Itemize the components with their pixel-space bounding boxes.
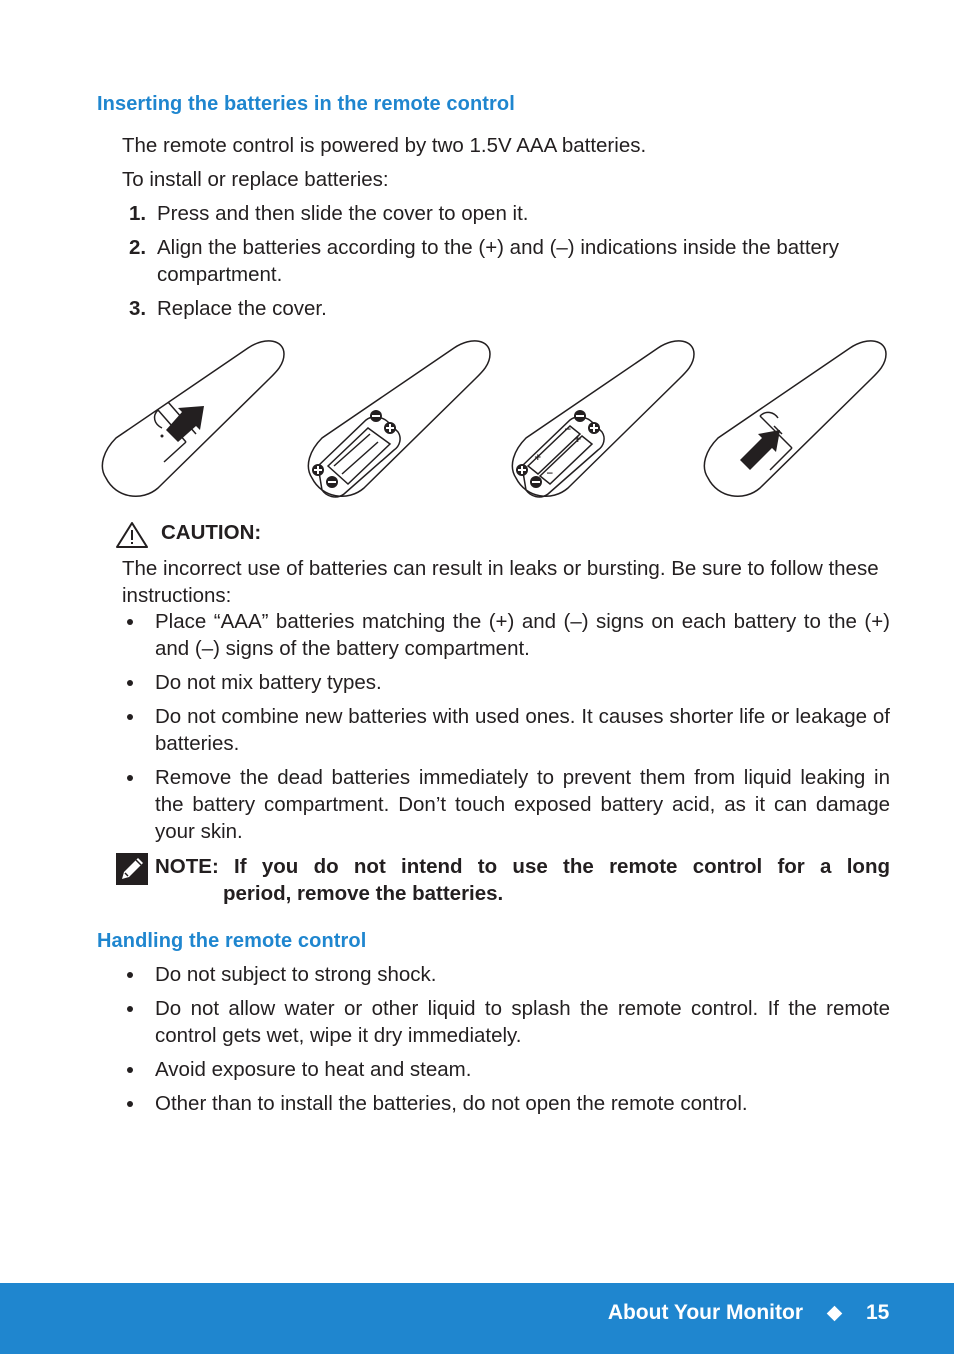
step-number: 3.	[129, 297, 147, 320]
step-text: Replace the cover.	[157, 297, 327, 320]
remote-empty-compartment-illustration	[304, 338, 494, 503]
page-footer	[0, 1283, 954, 1354]
step-text: Align the batteries according to the (+) and (–) indications inside the battery compartment.	[157, 236, 840, 286]
bullet-dot	[127, 972, 133, 978]
intro-text: The remote control is powered by two 1.5V AAA batteries.	[122, 134, 647, 157]
caution-intro: The incorrect use of batteries can result in leaks or bursting. Be sure to follow these instructions:	[122, 557, 879, 607]
remote-batteries-inserted-illustration	[508, 338, 698, 503]
list-item-text: Do not combine new batteries with used ones. It causes shorter life or leakage of batteries.	[155, 705, 890, 755]
footer-section-title: About Your Monitor	[607, 1301, 803, 1324]
bullet-dot	[127, 680, 133, 686]
bullet-dot	[127, 1067, 133, 1073]
diamond-icon	[827, 1306, 843, 1322]
svg-text:−: −	[546, 469, 554, 479]
remote-open-cover-illustration	[98, 338, 293, 503]
list-item-text: Do not mix battery types.	[155, 671, 382, 694]
lead-text: To install or replace batteries:	[122, 168, 389, 191]
svg-text:−: −	[564, 425, 572, 435]
list-item-text: Remove the dead batteries immediately to prevent them from liquid leaking in the battery compartment. Don’t touch exposed battery acid, as it can damage your skin.	[155, 766, 890, 843]
pencil-note-icon	[116, 853, 148, 885]
bullet-dot	[127, 1006, 133, 1012]
note-line-1: NOTE: If you do not intend to use the remote control for a long	[155, 855, 890, 878]
remote-close-cover-illustration	[700, 338, 890, 503]
step-number: 2.	[129, 236, 147, 259]
svg-text:+: +	[574, 435, 582, 445]
bullet-dot	[127, 619, 133, 625]
page-number: 15	[866, 1301, 890, 1324]
warning-triangle-icon	[115, 521, 149, 549]
list-item-text: Other than to install the batteries, do not open the remote control.	[155, 1092, 748, 1115]
list-item-text: Do not allow water or other liquid to splash the remote control. If the remote control gets wet, wipe it dry immediately.	[155, 997, 890, 1047]
caution-title: CAUTION:	[161, 521, 262, 544]
note-line-2: period, remove the batteries.	[223, 882, 504, 905]
list-item-text: Avoid exposure to heat and steam.	[155, 1058, 472, 1081]
step-number: 1.	[129, 202, 147, 225]
bullet-dot	[127, 714, 133, 720]
bullet-dot	[127, 1101, 133, 1107]
section-heading-inserting-batteries: Inserting the batteries in the remote control	[97, 93, 515, 115]
svg-text:+: +	[534, 453, 542, 463]
list-item-text: Do not subject to strong shock.	[155, 963, 437, 986]
step-text: Press and then slide the cover to open it.	[157, 202, 529, 225]
bullet-dot	[127, 775, 133, 781]
list-item-text: Place “AAA” batteries matching the (+) and (–) signs on each battery to the (+) and (–) signs of the battery compartment.	[155, 610, 890, 660]
note-text	[155, 853, 890, 907]
section-heading-handling: Handling the remote control	[97, 930, 367, 952]
